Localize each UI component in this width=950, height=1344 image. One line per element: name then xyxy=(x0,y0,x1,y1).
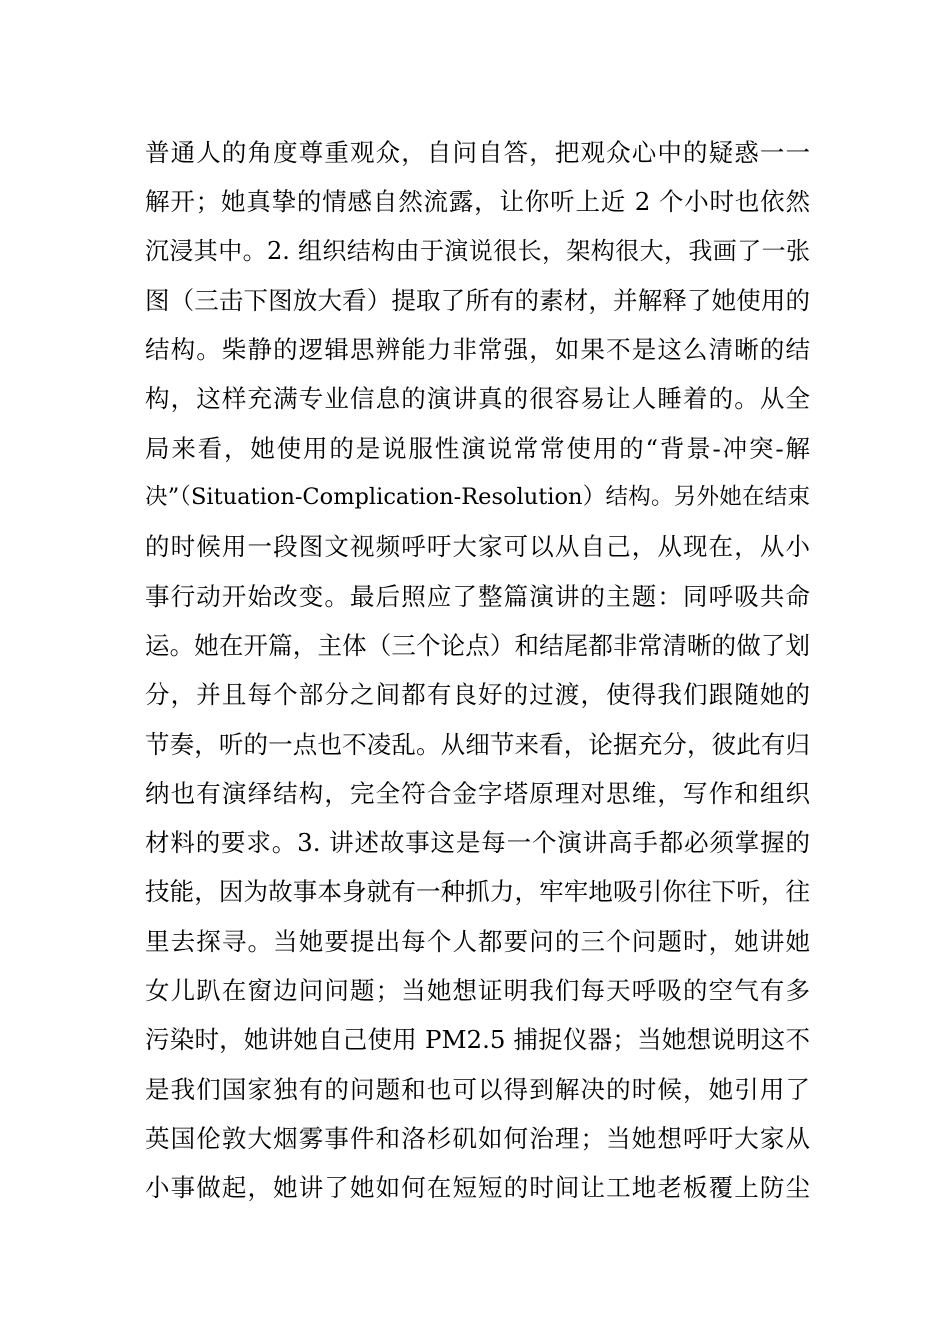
text-line-16: 技能，因为故事本身就有一种抓力，牢牢地吸引你往下听，往 xyxy=(145,877,810,907)
text-line-9: 的时候用一段图文视频呼吁大家可以从自己，从现在，从小 xyxy=(145,532,810,562)
text-line-6: 构，这样充满专业信息的演讲真的很容易让人睡着的。从全 xyxy=(145,384,810,414)
text-line-19: 污染时，她讲她自己使用 PM2.5 捕捉仪器；当她想说明这不 xyxy=(145,1025,810,1055)
text-line-8: 决”（Situation-Complication-Resolution）结构。另外她在结束 xyxy=(145,484,810,511)
text-line-2: 解开；她真挚的情感自然流露，让你听上近 2 个小时也依然 xyxy=(145,187,810,217)
text-line-22: 小事做起，她讲了她如何在短短的时间让工地老板覆上防尘 xyxy=(145,1173,810,1203)
text-line-15: 材料的要求。3. 讲述故事这是每一个演讲高手都必须掌握的 xyxy=(145,828,810,858)
text-line-20: 是我们国家独有的问题和也可以得到解决的时候，她引用了 xyxy=(145,1074,810,1104)
text-line-3: 沉浸其中。2. 组织结构由于演说很长，架构很大，我画了一张 xyxy=(145,236,810,265)
text-line-12: 分，并且每个部分之间都有良好的过渡，使得我们跟随她的 xyxy=(145,680,810,710)
text-line-5: 结构。柴静的逻辑思辨能力非常强，如果不是这么清晰的结 xyxy=(145,335,810,365)
body-text xyxy=(145,128,810,1213)
text-line-14: 纳也有演绎结构，完全符合金字塔原理对思维，写作和组织 xyxy=(145,778,810,808)
text-line-21: 英国伦敦大烟雾事件和洛杉矶如何治理；当她想呼吁大家从 xyxy=(145,1123,810,1153)
text-line-18: 女儿趴在窗边问问题；当她想证明我们每天呼吸的空气有多 xyxy=(145,976,810,1006)
text-line-10: 事行动开始改变。最后照应了整篇演讲的主题：同呼吸共命 xyxy=(145,581,810,611)
text-line-7: 局来看，她使用的是说服性演说常常使用的“背景-冲突-解 xyxy=(145,433,810,463)
text-line-11: 运。她在开篇，主体（三个论点）和结尾都非常清晰的做了划 xyxy=(145,630,810,660)
text-line-13: 节奏，听的一点也不凌乱。从细节来看，论据充分，彼此有归 xyxy=(145,729,810,759)
text-line-4: 图（三击下图放大看）提取了所有的素材，并解释了她使用的 xyxy=(145,285,810,315)
text-line-1: 普通人的角度尊重观众，自问自答，把观众心中的疑惑一一 xyxy=(145,138,810,167)
text-line-17: 里去探寻。当她要提出每个人都要问的三个问题时，她讲她 xyxy=(145,926,810,956)
